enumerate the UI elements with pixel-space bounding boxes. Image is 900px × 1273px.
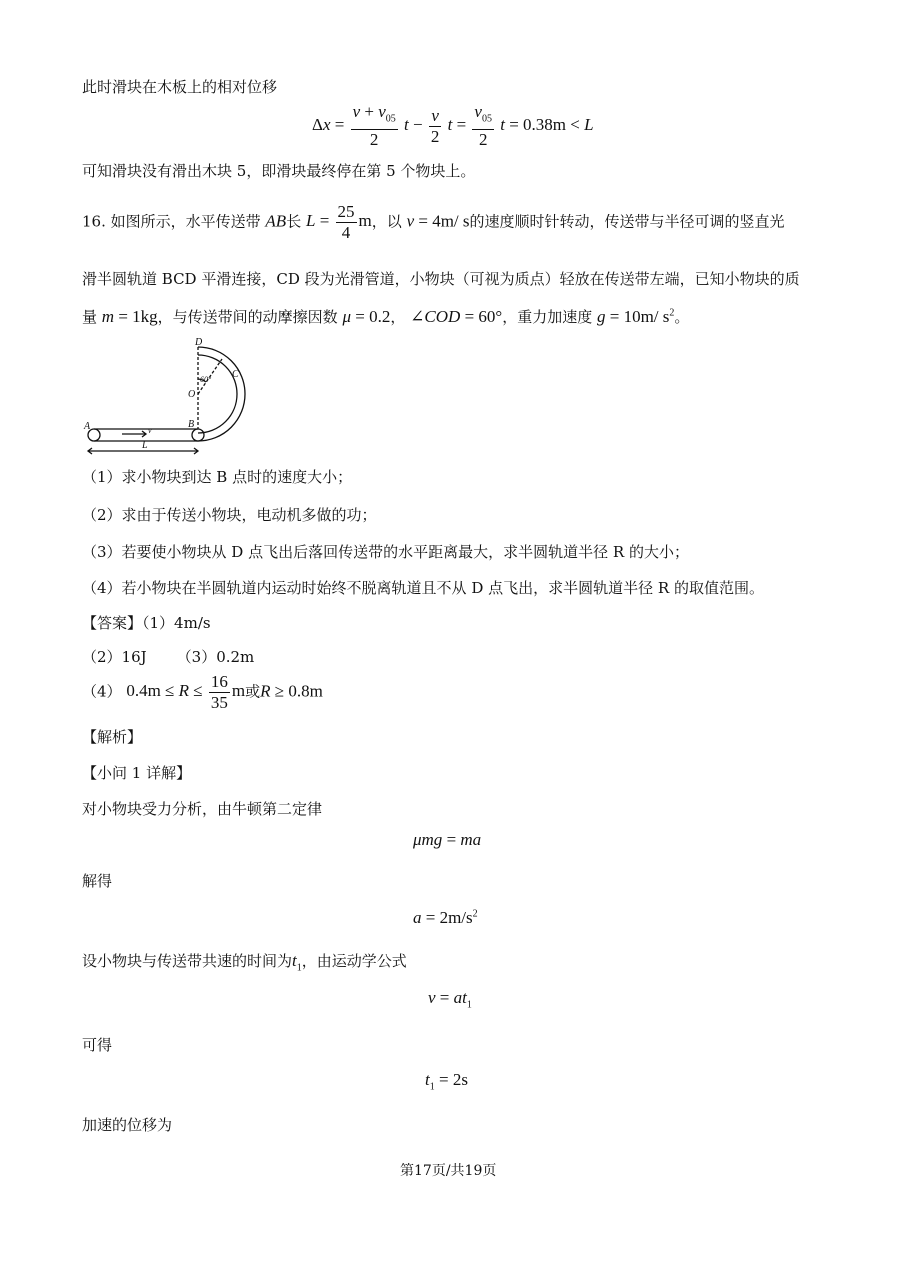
relative-displacement-equation: Δx = $\frac{v + v_{05}}{2}$ t − $\frac{v}{2}$ t = $\frac{v_{05}}{2}$ t = 0.38m < L (312, 102, 594, 150)
label-L: L (142, 440, 148, 451)
label-D: D (195, 337, 203, 348)
subquestion-1-heading: 【小问 1 详解】 (82, 764, 192, 782)
page-number: 第17页/共19页 (400, 1163, 497, 1179)
answer-line-4: （4） 0.4m ≤ R ≤ $\frac{16}{35}$ m或R ≥ 0.8m (82, 672, 323, 712)
label-angle: 60° (200, 375, 212, 384)
analysis-line-3: 设小物块与传送带共速的时间为$t_1$，由运动学公式 (82, 951, 407, 974)
problem-line-1: 16. 如图所示，水平传送带 AB长 L = $\frac{25}{4}$ m，以 v = 4m/ s的速度顺时针转动，传送带与半径可调的竖直光 (82, 202, 785, 242)
problem-line-3: 量 m = 1kg，与传送带间的动摩擦因数 μ = 0.2， ∠COD = 60°，重力加速度 g = 10m/ $s^2$。 (82, 307, 690, 326)
answer-line-1: 【答案】（1）4m/s (82, 614, 211, 632)
prev-intro-line: 此时滑块在木板上的相对位移 (82, 78, 278, 96)
prev-conclusion-line: 可知滑块没有滑出木块 5，即滑块最终停在第 5 个物块上。 (82, 162, 476, 180)
analysis-label: 【解析】 (82, 728, 143, 746)
label-A: A (84, 421, 91, 432)
equation-acceleration: $a = 2m/s^2$ (413, 908, 478, 927)
equation-velocity: $v = at_1$ (428, 988, 472, 1011)
label-C: C (232, 369, 239, 380)
problem-line-2: 滑半圆轨道 BCD 平滑连接，CD 段为光滑管道，小物块（可视为质点）轻放在传送带左端，已知小物块的质 (82, 270, 800, 288)
label-B: B (188, 419, 195, 430)
label-O: O (188, 389, 196, 400)
analysis-line-2: 解得 (82, 872, 113, 890)
label-v: v (148, 426, 152, 435)
equation-time: $t_1 = 2s$ (425, 1070, 468, 1093)
question-4: （4）若小物块在半圆轨道内运动时始终不脱离轨道且不从 D 点飞出，求半圆轨道半径 R 的取值范围。 (82, 579, 764, 597)
equation-newton: μmg = ma (413, 830, 482, 849)
question-2: （2）求由于传送小物块，电动机多做的功； (82, 506, 377, 524)
answer-line-2: （2）16J （3）0.2m (82, 648, 255, 666)
question-1: （1）求小物块到达 B 点时的速度大小； (82, 468, 353, 486)
conveyor-track-diagram (82, 337, 272, 463)
analysis-line-4: 可得 (82, 1036, 113, 1054)
analysis-line-1: 对小物块受力分析，由牛顿第二定律 (82, 800, 323, 818)
analysis-line-5: 加速的位移为 (82, 1116, 173, 1134)
question-3: （3）若要使小物块从 D 点飞出后落回传送带的水平距离最大，求半圆轨道半径 R 的大小； (82, 543, 689, 561)
